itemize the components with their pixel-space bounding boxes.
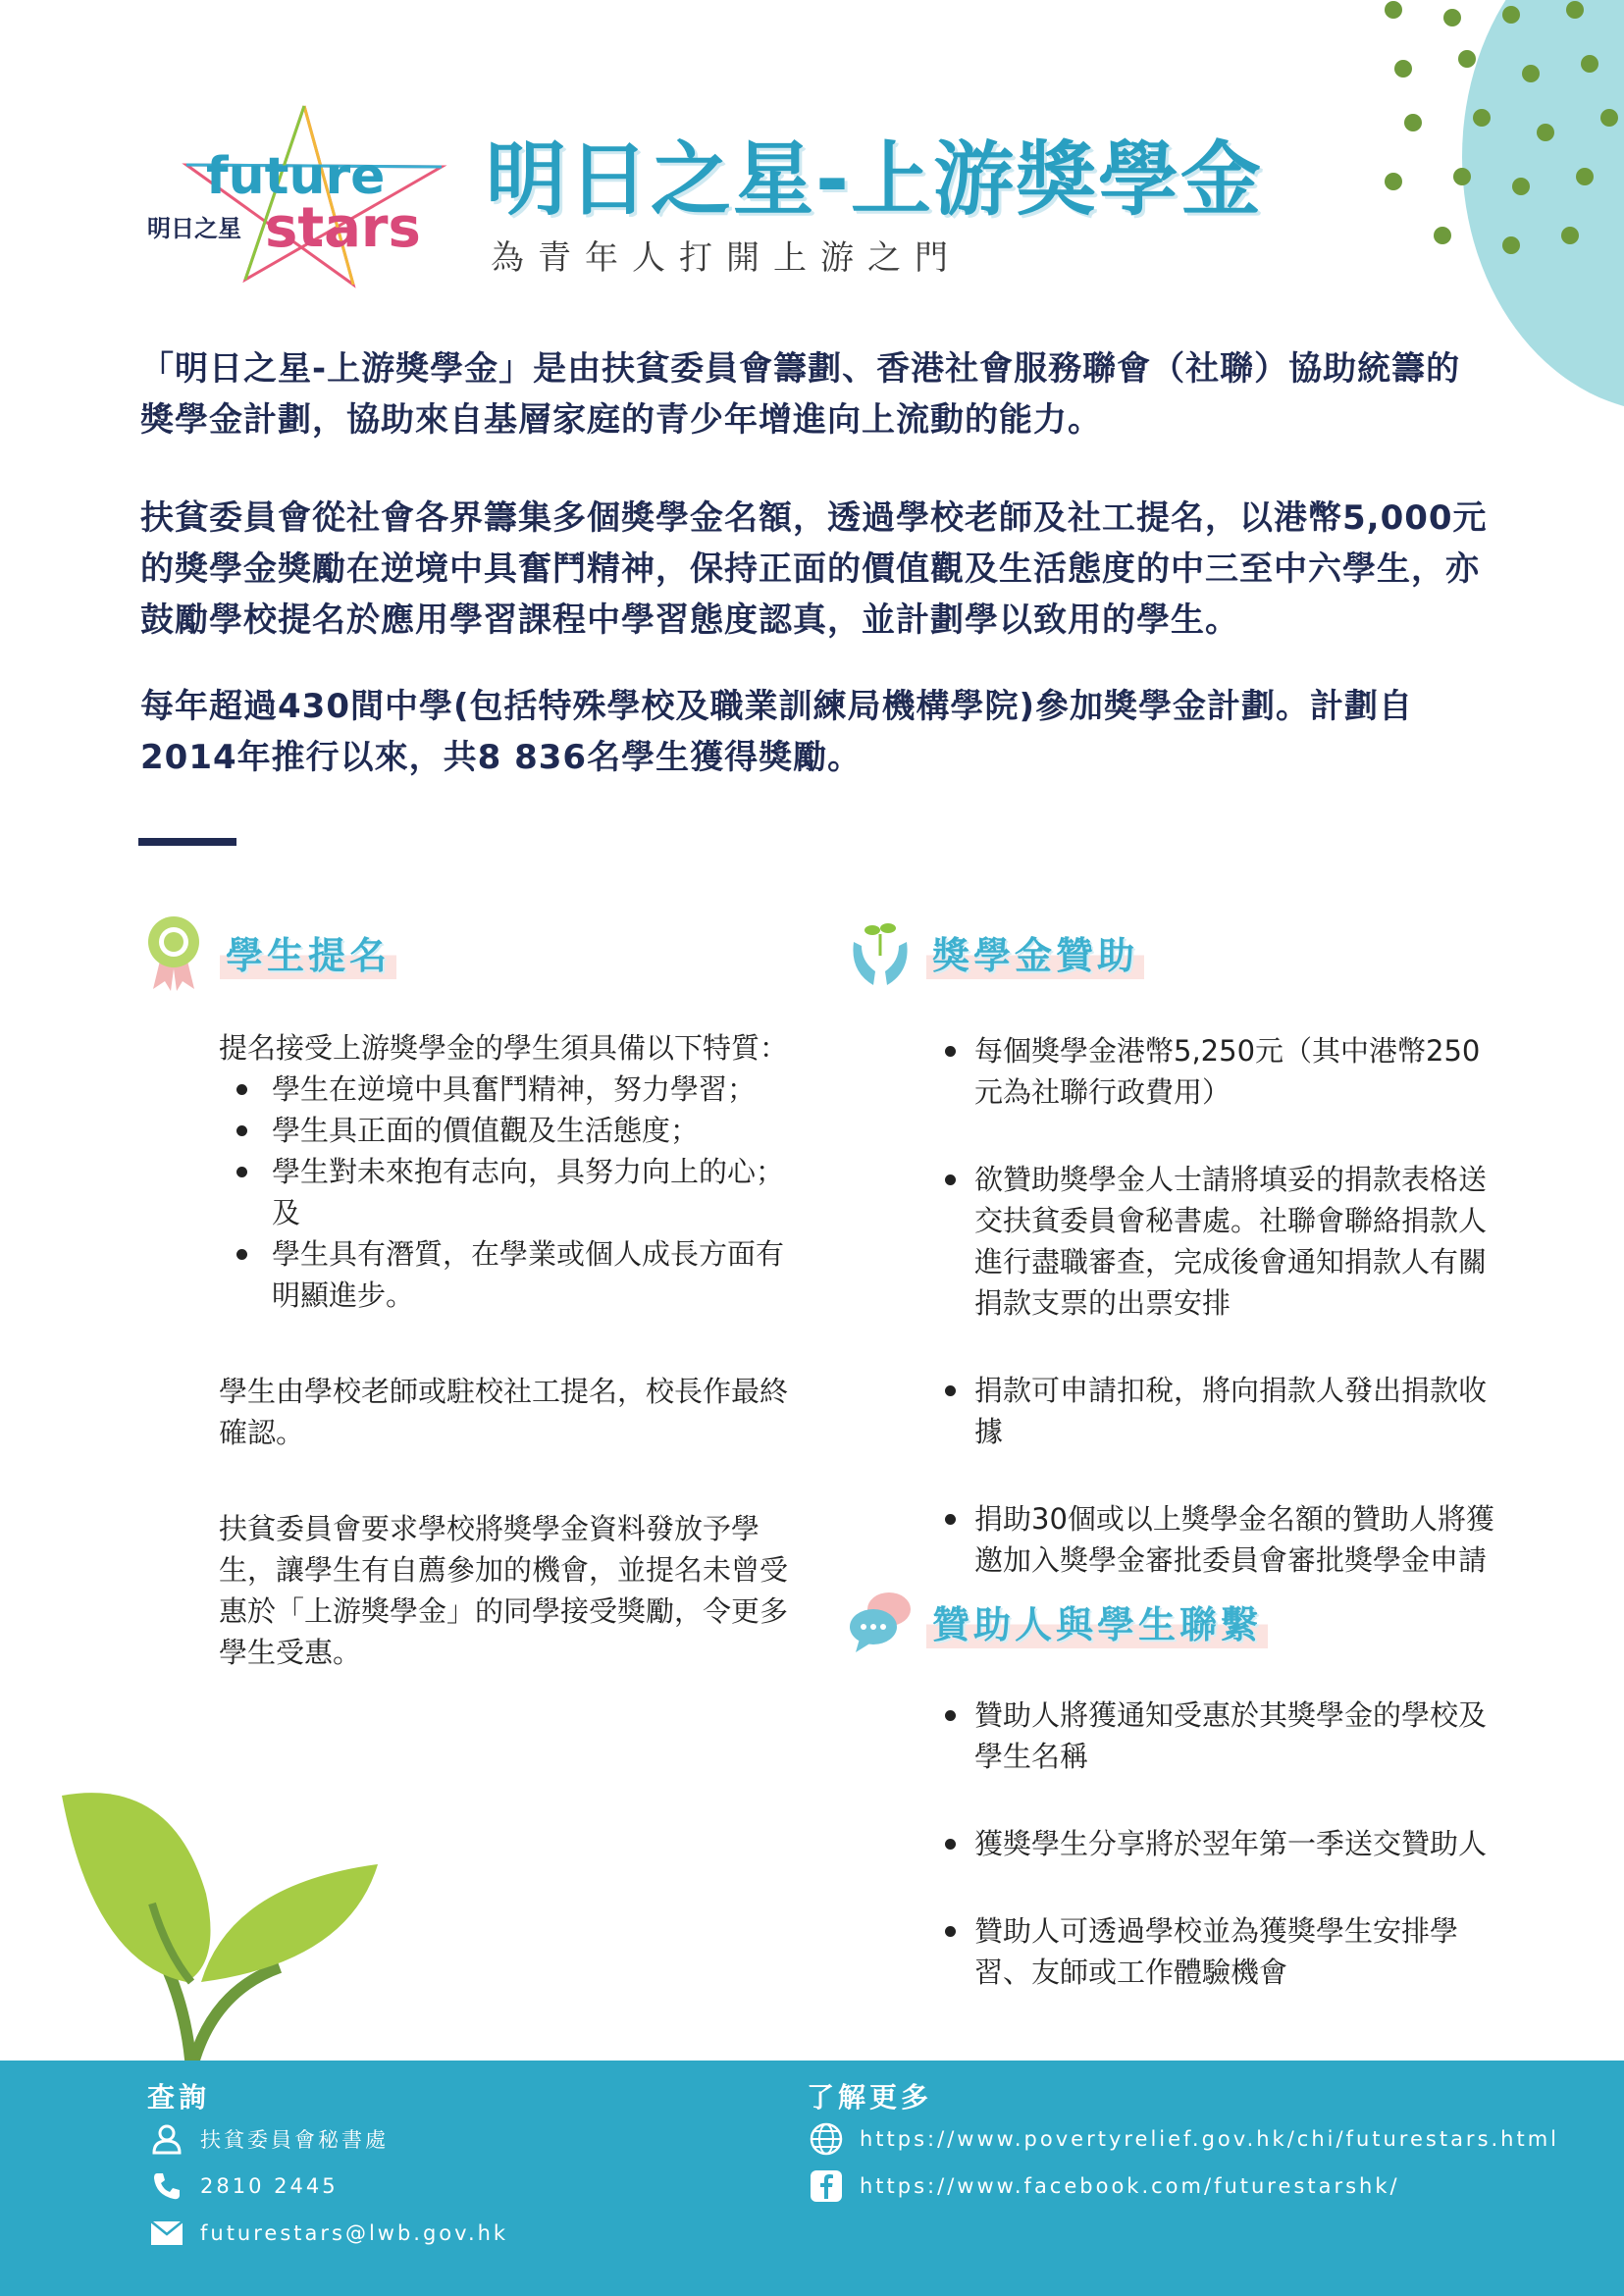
website-link[interactable]: https://www.povertyrelief.gov.hk/chi/futurestars.html (860, 2127, 1560, 2151)
section-heading-nomination (139, 922, 396, 981)
connection-body (927, 1695, 1496, 2039)
list-item: 學生具有潛質，在學業或個人成長方面有明顯進步。 (219, 1233, 798, 1316)
section-title-sponsorship: 獎學金贊助 (926, 925, 1144, 979)
chat-bubbles-icon (846, 1582, 915, 1660)
sponsorship-body (927, 1030, 1496, 1627)
nomination-criteria-list (219, 1069, 798, 1316)
footer-facebook (807, 2166, 1400, 2206)
nomination-paragraph-1: 學生由學校老師或駐校社工提名，校長作最終確認。 (219, 1375, 789, 1449)
section-title-nomination: 學生提名 (220, 925, 396, 979)
nomination-body (219, 1027, 798, 1673)
intro-paragraph-1: 「明日之星-上游獎學金」是由扶貧委員會籌劃、香港社會服務聯會（社聯）協助統籌的獎學金計劃，協助來自基層家庭的青少年增進向上流動的能力。 (140, 349, 1461, 440)
plant-illustration (54, 1756, 446, 2070)
section-title-connection: 贊助人與學生聯繫 (926, 1594, 1268, 1648)
page-subtitle: 為青年人打開上游之門 (491, 238, 962, 278)
list-item: 每個獎學金港幣5,250元（其中港幣250元為社聯行政費用） (927, 1030, 1496, 1113)
section-heading-connection (846, 1592, 1268, 1650)
sponsorship-list (927, 1030, 1496, 1581)
footer-email (147, 2214, 508, 2253)
footer-phone (147, 2166, 339, 2206)
list-item: 捐款可申請扣稅，將向捐款人發出捐款收據 (927, 1370, 1496, 1452)
intro-paragraph-2: 扶貧委員會從社會各界籌集多個獎學金名額，透過學校老師及社工提名，以港幣5,000元的獎學金獎勵在逆境中具奮鬥精神，保持正面的價值觀及生活態度的中三至中六學生，亦鼓勵學校提名於應用學習課程中學習態度認真，並計劃學以致用的學生。 (140, 498, 1488, 640)
logo-word-future: future (206, 147, 386, 206)
page-title: 明日之星-上游獎學金 (486, 133, 1264, 227)
phone-number[interactable]: 2810 2445 (200, 2174, 339, 2198)
footer-enquiry-title: 查詢 (147, 2081, 211, 2113)
hands-sprout-icon (846, 913, 915, 991)
globe-icon (807, 2119, 846, 2159)
user-icon (147, 2119, 186, 2159)
email-link[interactable]: futurestars@lwb.gov.hk (200, 2221, 509, 2245)
decorative-dots (1374, 0, 1624, 275)
footer-office (147, 2119, 389, 2159)
footer-more-title: 了解更多 (807, 2081, 933, 2113)
intro-paragraph-3: 每年超過430間中學(包括特殊學校及職業訓練局機構學院)參加獎學金計劃。計劃自2014年推行以來，共8 836名學生獲得獎勵。 (140, 687, 1414, 777)
phone-icon (147, 2166, 186, 2206)
mail-icon (147, 2214, 186, 2253)
section-divider (138, 838, 236, 846)
footer-website (807, 2119, 1559, 2159)
facebook-link[interactable]: https://www.facebook.com/futurestarshk/ (860, 2174, 1400, 2198)
list-item: 學生具正面的價值觀及生活態度； (219, 1110, 798, 1151)
list-item: 贊助人可透過學校並為獲獎學生安排學習、友師或工作體驗機會 (927, 1910, 1496, 1993)
logo-word-stars: stars (265, 196, 421, 260)
nomination-lead: 提名接受上游獎學金的學生須具備以下特質： (219, 1031, 789, 1065)
office-name: 扶貧委員會秘書處 (200, 2128, 389, 2152)
list-item: 獲獎學生分享將於翌年第一季送交贊助人 (927, 1823, 1496, 1864)
connection-list (927, 1695, 1496, 1993)
nomination-paragraph-2: 扶貧委員會要求學校將獎學金資料發放予學生，讓學生有自薦參加的機會，並提名未曾受惠於「上游獎學金」的同學接受獎勵，令更多學生受惠。 (219, 1512, 789, 1669)
award-ribbon-icon (139, 913, 208, 991)
section-heading-sponsorship (846, 922, 1144, 981)
list-item: 捐助30個或以上獎學金名額的贊助人將獲邀加入獎學金審批委員會審批獎學金申請 (927, 1498, 1496, 1581)
future-stars-logo (147, 98, 471, 294)
list-item: 學生對未來抱有志向，具努力向上的心；及 (219, 1151, 798, 1233)
logo-chinese: 明日之星 (147, 215, 241, 242)
list-item: 贊助人將獲通知受惠於其獎學金的學校及學生名稱 (927, 1695, 1496, 1777)
facebook-icon (807, 2166, 846, 2206)
list-item: 欲贊助獎學金人士請將填妥的捐款表格送交扶貧委員會秘書處。社聯會聯絡捐款人進行盡職審查，完成後會通知捐款人有關捐款支票的出票安排 (927, 1159, 1496, 1324)
list-item: 學生在逆境中具奮鬥精神，努力學習； (219, 1069, 798, 1110)
